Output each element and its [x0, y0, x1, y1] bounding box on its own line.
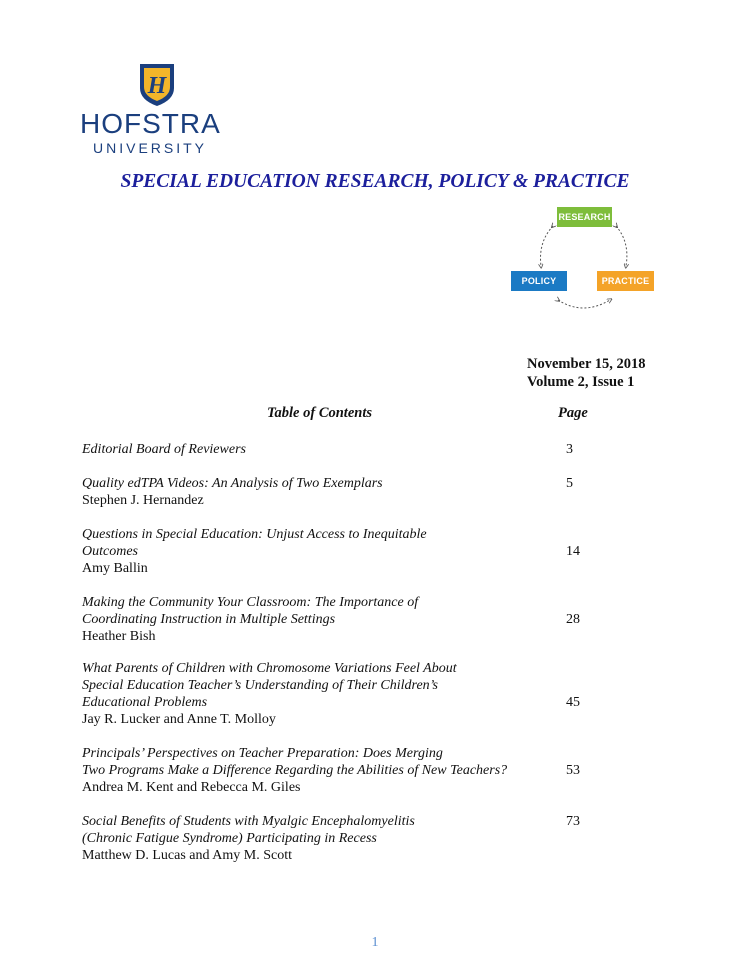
toc-entry[interactable] [82, 660, 552, 728]
entry-title-line: Social Benefits of Students with Myalgic Encephalomyelitis [82, 814, 415, 829]
entry-authors: Heather Bish [82, 629, 156, 644]
entry-title-line: Questions in Special Education: Unjust Access to Inequitable [82, 527, 427, 542]
entry-title-line: Editorial Board of Reviewers [82, 442, 246, 457]
entry-title-line: Two Programs Make a Difference Regarding the Abilities of New Teachers? [82, 763, 508, 778]
arrow-research-to-policy [541, 226, 554, 266]
entry-page-number: 3 [566, 442, 573, 457]
toc-entry[interactable] [82, 475, 552, 509]
entry-page-number: 28 [566, 612, 580, 627]
toc-entry[interactable] [82, 813, 552, 864]
entry-page-number: 5 [566, 476, 573, 491]
toc-heading: Table of Contents [267, 405, 373, 421]
entry-authors: Stephen J. Hernandez [82, 493, 204, 508]
logo-name: HOFSTRA [80, 108, 221, 139]
entry-page-number: 45 [566, 695, 580, 710]
logo-university: UNIVERSITY [93, 140, 208, 156]
toc-entry[interactable] [82, 441, 552, 458]
entry-page-number: 73 [566, 814, 580, 829]
shield-monogram: H [147, 73, 167, 99]
issue-volume: Volume 2, Issue 1 [527, 374, 635, 390]
research-box: RESEARCH [557, 207, 612, 227]
toc-entry[interactable] [82, 526, 552, 577]
entry-title-line: Making the Community Your Classroom: The Importance of [82, 595, 419, 610]
entry-title-line: Educational Problems [82, 695, 208, 710]
practice-box: PRACTICE [597, 271, 654, 291]
shield-icon [138, 62, 176, 108]
toc-entry[interactable] [82, 745, 552, 796]
entry-page-number: 53 [566, 763, 580, 778]
entry-title-line: (Chronic Fatigue Syndrome) Participating in Recess [82, 831, 377, 846]
entry-authors: Amy Ballin [82, 561, 148, 576]
entry-authors: Andrea M. Kent and Rebecca M. Giles [82, 780, 301, 795]
entry-authors: Jay R. Lucker and Anne T. Molloy [82, 712, 276, 727]
entry-authors: Matthew D. Lucas and Amy M. Scott [82, 848, 292, 863]
entry-title-line: What Parents of Children with Chromosome Variations Feel About [82, 661, 457, 676]
journal-title: SPECIAL EDUCATION RESEARCH, POLICY & PRACTICE [120, 171, 630, 192]
entry-title-line: Principals’ Perspectives on Teacher Preparation: Does Merging [82, 746, 443, 761]
toc-entry[interactable] [82, 594, 552, 645]
arrow-research-to-practice [616, 226, 627, 266]
entry-title-line: Special Education Teacher’s Understanding of Their Children’s [82, 678, 438, 693]
research-policy-practice-diagram [508, 204, 658, 319]
footer-page-number: 1 [371, 935, 379, 950]
entry-page-number: 14 [566, 544, 580, 559]
hofstra-logo [80, 62, 230, 162]
arrow-policy-to-practice [558, 300, 610, 308]
issue-date: November 15, 2018 [527, 356, 646, 372]
entry-title-line: Outcomes [82, 544, 138, 559]
page-column-heading: Page [558, 405, 588, 421]
entry-title-line: Quality edTPA Videos: An Analysis of Two Exemplars [82, 476, 383, 491]
policy-box: POLICY [511, 271, 567, 291]
entry-title-line: Coordinating Instruction in Multiple Settings [82, 612, 336, 627]
